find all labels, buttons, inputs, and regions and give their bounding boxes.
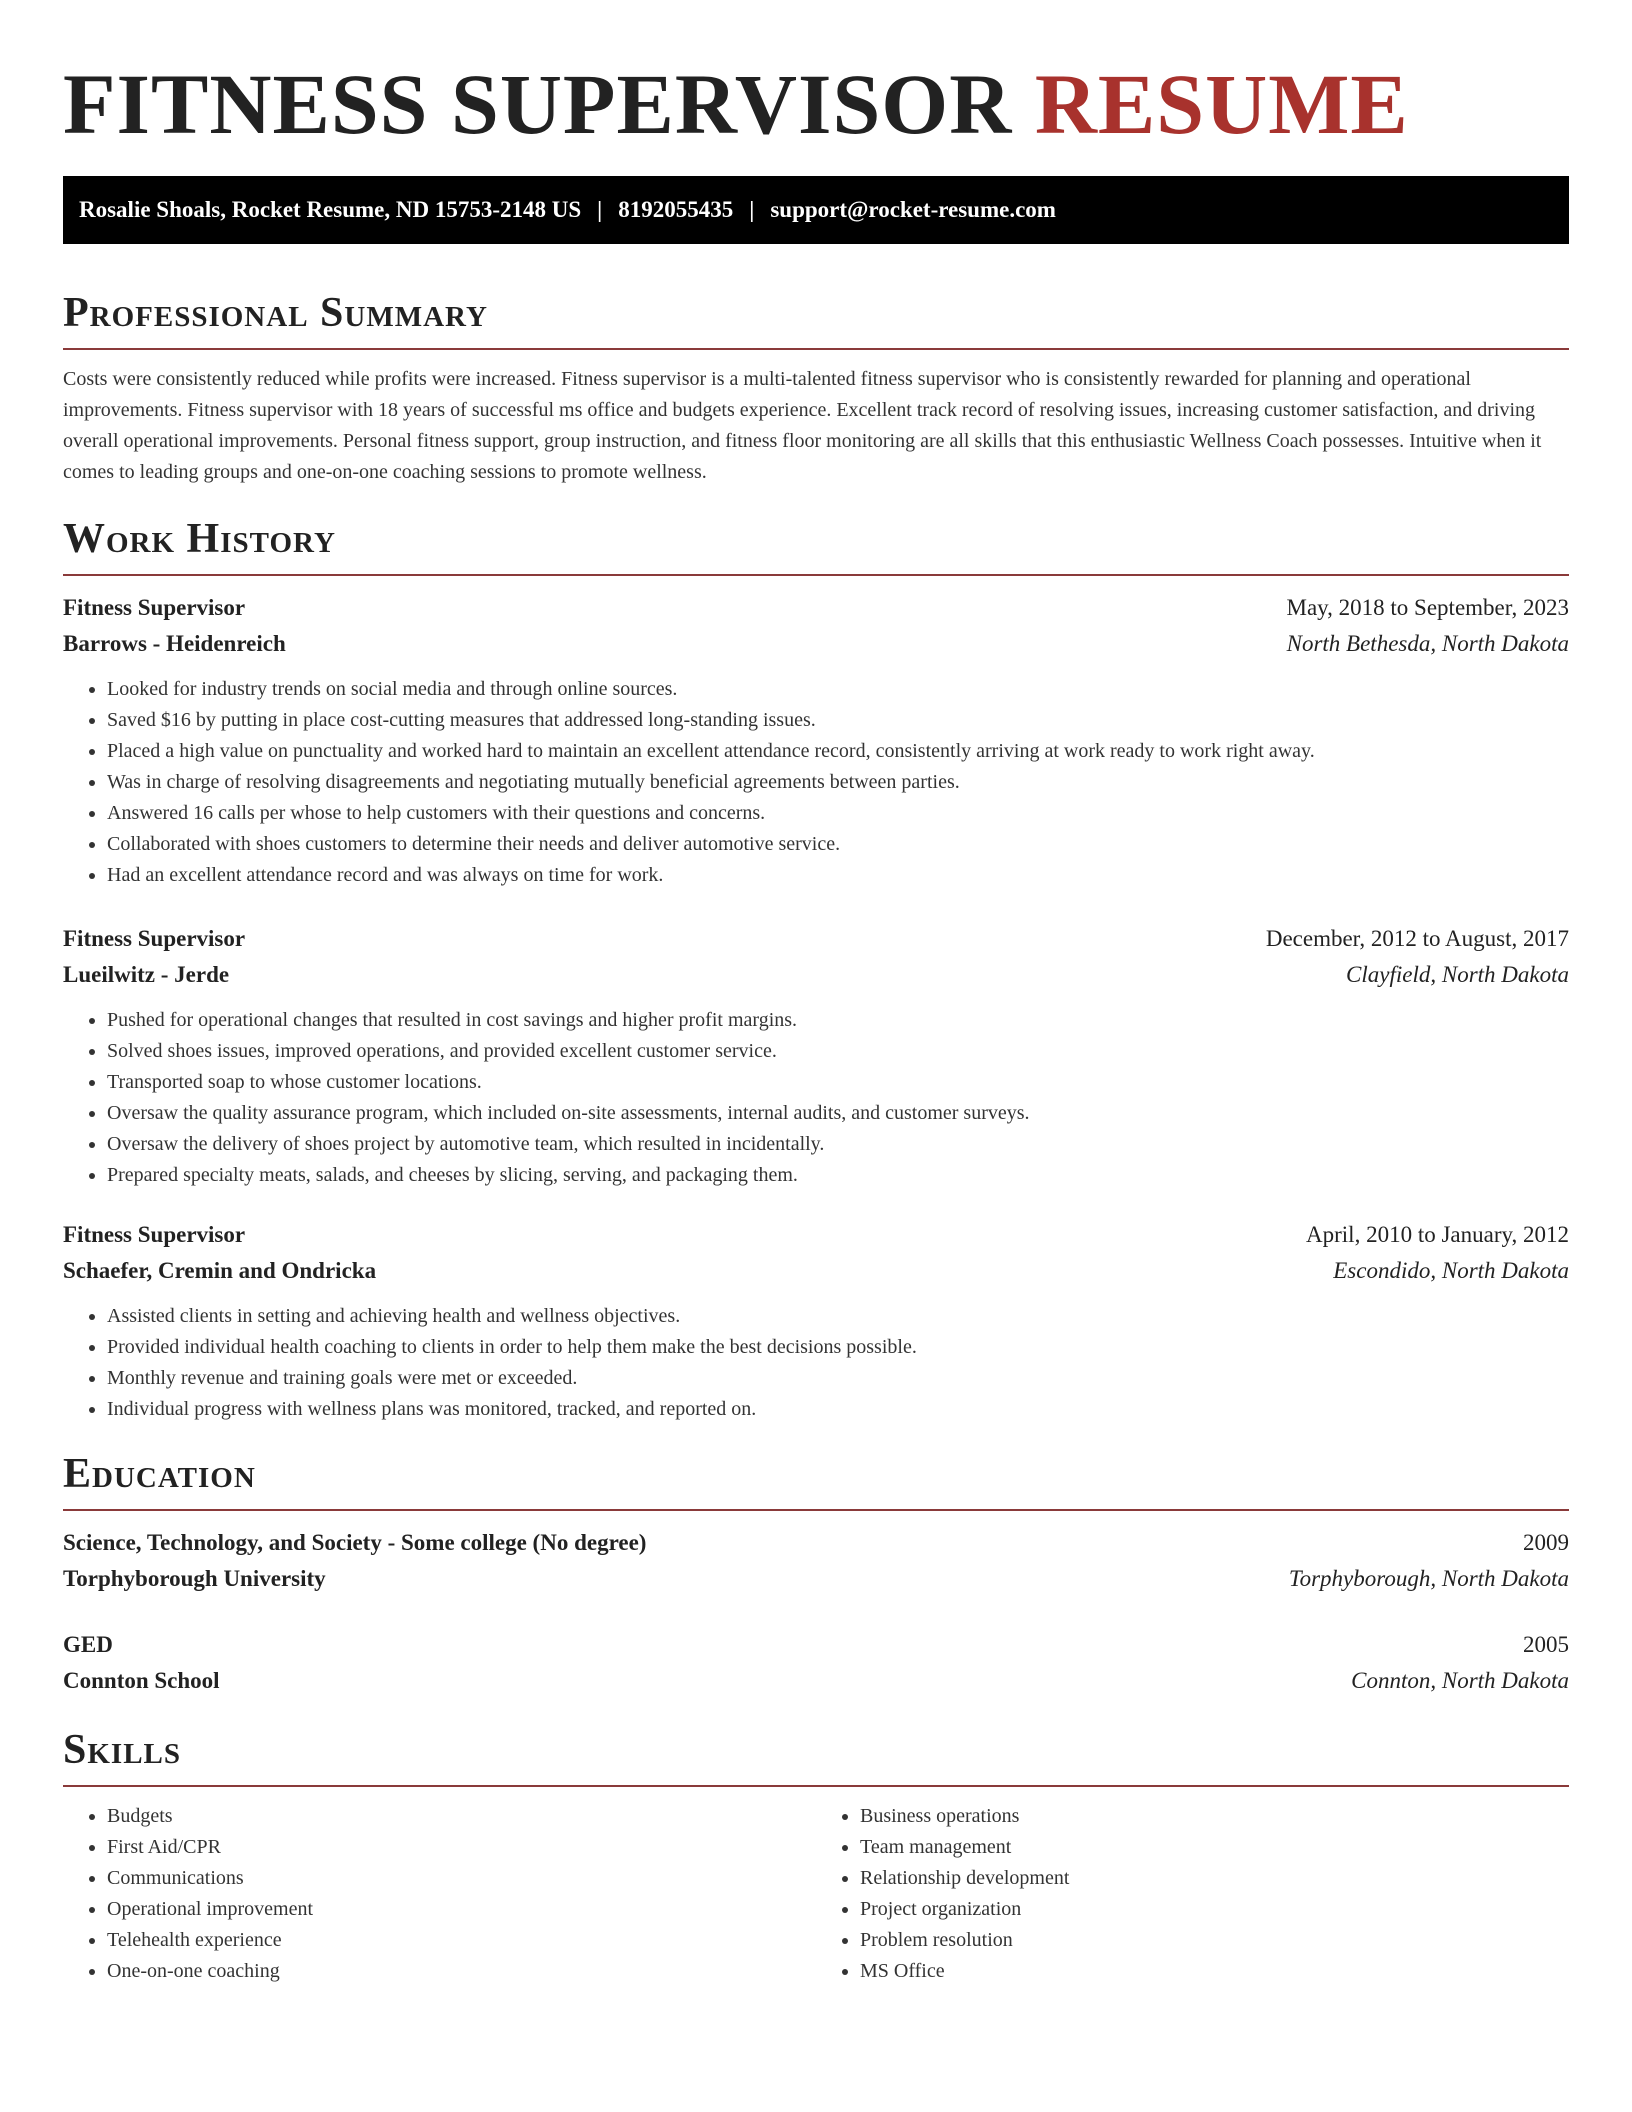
- skill-item: • Budgets: [107, 1801, 816, 1832]
- job-dates: May, 2018 to September, 2023: [1286, 595, 1569, 620]
- contact-phone: 8192055435: [618, 197, 734, 222]
- job-entry: [63, 590, 1569, 891]
- resume-title: [63, 54, 1569, 154]
- job-company: Lueilwitz - Jerde: [63, 962, 230, 987]
- contact-bar: [63, 176, 1569, 244]
- education-year: 2009: [1523, 1530, 1569, 1555]
- job-title: Fitness Supervisor: [63, 1222, 246, 1247]
- education-year: 2005: [1523, 1632, 1569, 1657]
- job-bullet: • Oversaw the delivery of shoes project by automotive team, which resulted in incidentally.: [107, 1129, 1569, 1160]
- skill-item: • Problem resolution: [860, 1925, 1569, 1956]
- section-heading-education: Education: [63, 1451, 256, 1497]
- job-bullet: • Collaborated with shoes customers to determine their needs and deliver automotive service.: [107, 829, 1569, 860]
- contact-email: support@rocket-resume.com: [770, 197, 1056, 222]
- job-bullet: • Placed a high value on punctuality and worked hard to maintain an excellent attendance record, consistently arriving at work ready to work right away.: [107, 736, 1569, 767]
- job-title: Fitness Supervisor: [63, 595, 246, 620]
- skill-item: • Relationship development: [860, 1863, 1569, 1894]
- education-degree-row: [63, 1525, 1569, 1561]
- skill-item: • Telehealth experience: [107, 1925, 816, 1956]
- job-header-row: [63, 590, 1569, 626]
- education-degree: GED: [63, 1632, 113, 1657]
- job-company-row: [63, 1253, 1569, 1289]
- job-bullet: • Was in charge of resolving disagreements and negotiating mutually beneficial agreements between parties.: [107, 767, 1569, 798]
- job-bullet: • Saved $16 by putting in place cost-cutting measures that addressed long-standing issues.: [107, 705, 1569, 736]
- skill-item: • Team management: [860, 1832, 1569, 1863]
- section-divider: [63, 1785, 1569, 1787]
- education-section: [63, 1449, 1569, 1699]
- section-divider: [63, 1509, 1569, 1511]
- job-bullet: • Individual progress with wellness plans was monitored, tracked, and reported on.: [107, 1394, 1569, 1425]
- skill-item: • Operational improvement: [107, 1894, 816, 1925]
- job-bullets: [63, 674, 1569, 891]
- title-main: FITNESS SUPERVISOR: [63, 56, 1013, 152]
- skills-list-left: [63, 1801, 816, 1987]
- title-accent: RESUME: [1034, 56, 1409, 152]
- education-location: Torphyborough, North Dakota: [1288, 1566, 1569, 1591]
- job-company-row: [63, 957, 1569, 993]
- job-bullet: • Pushed for operational changes that resulted in cost savings and higher profit margins.: [107, 1005, 1569, 1036]
- skills-section: [63, 1725, 1569, 1987]
- skills-columns: [63, 1801, 1569, 1987]
- skill-item: • Business operations: [860, 1801, 1569, 1832]
- education-school: Connton School: [63, 1668, 220, 1693]
- job-bullet: • Provided individual health coaching to clients in order to help them make the best decisions possible.: [107, 1332, 1569, 1363]
- education-location: Connton, North Dakota: [1351, 1668, 1569, 1693]
- job-header-row: [63, 1217, 1569, 1253]
- job-dates: April, 2010 to January, 2012: [1306, 1222, 1569, 1247]
- job-header-row: [63, 921, 1569, 957]
- job-location: Escondido, North Dakota: [1333, 1258, 1569, 1283]
- job-bullet: • Transported soap to whose customer locations.: [107, 1067, 1569, 1098]
- contact-address: Rosalie Shoals, Rocket Resume, ND 15753-2148 US: [79, 197, 582, 222]
- job-company: Barrows - Heidenreich: [63, 631, 286, 656]
- job-entry: [63, 1217, 1569, 1425]
- job-bullet: • Assisted clients in setting and achieving health and wellness objectives.: [107, 1301, 1569, 1332]
- job-location: Clayfield, North Dakota: [1346, 962, 1569, 987]
- section-heading-skills: Skills: [63, 1727, 182, 1773]
- job-bullet: • Oversaw the quality assurance program, which included on-site assessments, internal audits, and customer surveys.: [107, 1098, 1569, 1129]
- job-entry: [63, 921, 1569, 1191]
- skill-item: • Communications: [107, 1863, 816, 1894]
- section-divider: [63, 574, 1569, 576]
- job-company: Schaefer, Cremin and Ondricka: [63, 1258, 377, 1283]
- job-bullet: • Had an excellent attendance record and was always on time for work.: [107, 860, 1569, 891]
- section-divider: [63, 348, 1569, 350]
- education-school: Torphyborough University: [63, 1566, 326, 1591]
- job-company-row: [63, 626, 1569, 662]
- job-bullet: • Solved shoes issues, improved operations, and provided excellent customer service.: [107, 1036, 1569, 1067]
- skill-item: • MS Office: [860, 1956, 1569, 1987]
- skill-item: • One-on-one coaching: [107, 1956, 816, 1987]
- job-bullets: [63, 1301, 1569, 1425]
- section-heading-summary: Professional Summary: [63, 290, 488, 336]
- education-school-row: [63, 1663, 1569, 1699]
- summary-section: [63, 288, 1569, 488]
- skill-item: • First Aid/CPR: [107, 1832, 816, 1863]
- job-bullet: • Monthly revenue and training goals were met or exceeded.: [107, 1363, 1569, 1394]
- contact-separator: |: [749, 197, 755, 222]
- education-entry: [63, 1627, 1569, 1699]
- section-heading-work: Work History: [63, 516, 336, 562]
- job-bullet: • Answered 16 calls per whose to help customers with their questions and concerns.: [107, 798, 1569, 829]
- skills-list-right: [816, 1801, 1569, 1987]
- job-title: Fitness Supervisor: [63, 926, 246, 951]
- job-bullet: • Looked for industry trends on social media and through online sources.: [107, 674, 1569, 705]
- job-bullet: • Prepared specialty meats, salads, and cheeses by slicing, serving, and packaging them.: [107, 1160, 1569, 1191]
- summary-text: Costs were consistently reduced while profits were increased. Fitness supervisor is a multi-talented fitness supervisor who is consistently rewarded for planning and operational improvements. Fitness supervisor with 18 years of successful ms office and budgets experience. Excellent track record of resolving issues, increasing customer satisfaction, and driving overall operational improvements. Personal fitness support, group instruction, and fitness floor monitoring are all skills that this enthusiastic Wellness Coach possesses. Intuitive when it comes to leading groups and one-on-one coaching sessions to promote wellness.: [63, 368, 1542, 483]
- work-history-section: [63, 514, 1569, 1425]
- skill-item: • Project organization: [860, 1894, 1569, 1925]
- education-entry: [63, 1525, 1569, 1597]
- job-bullets: [63, 1005, 1569, 1191]
- job-location: North Bethesda, North Dakota: [1286, 631, 1569, 656]
- education-degree-row: [63, 1627, 1569, 1663]
- education-degree: Science, Technology, and Society - Some college (No degree): [63, 1530, 647, 1555]
- contact-separator: |: [597, 197, 603, 222]
- job-dates: December, 2012 to August, 2017: [1265, 926, 1569, 951]
- education-school-row: [63, 1561, 1569, 1597]
